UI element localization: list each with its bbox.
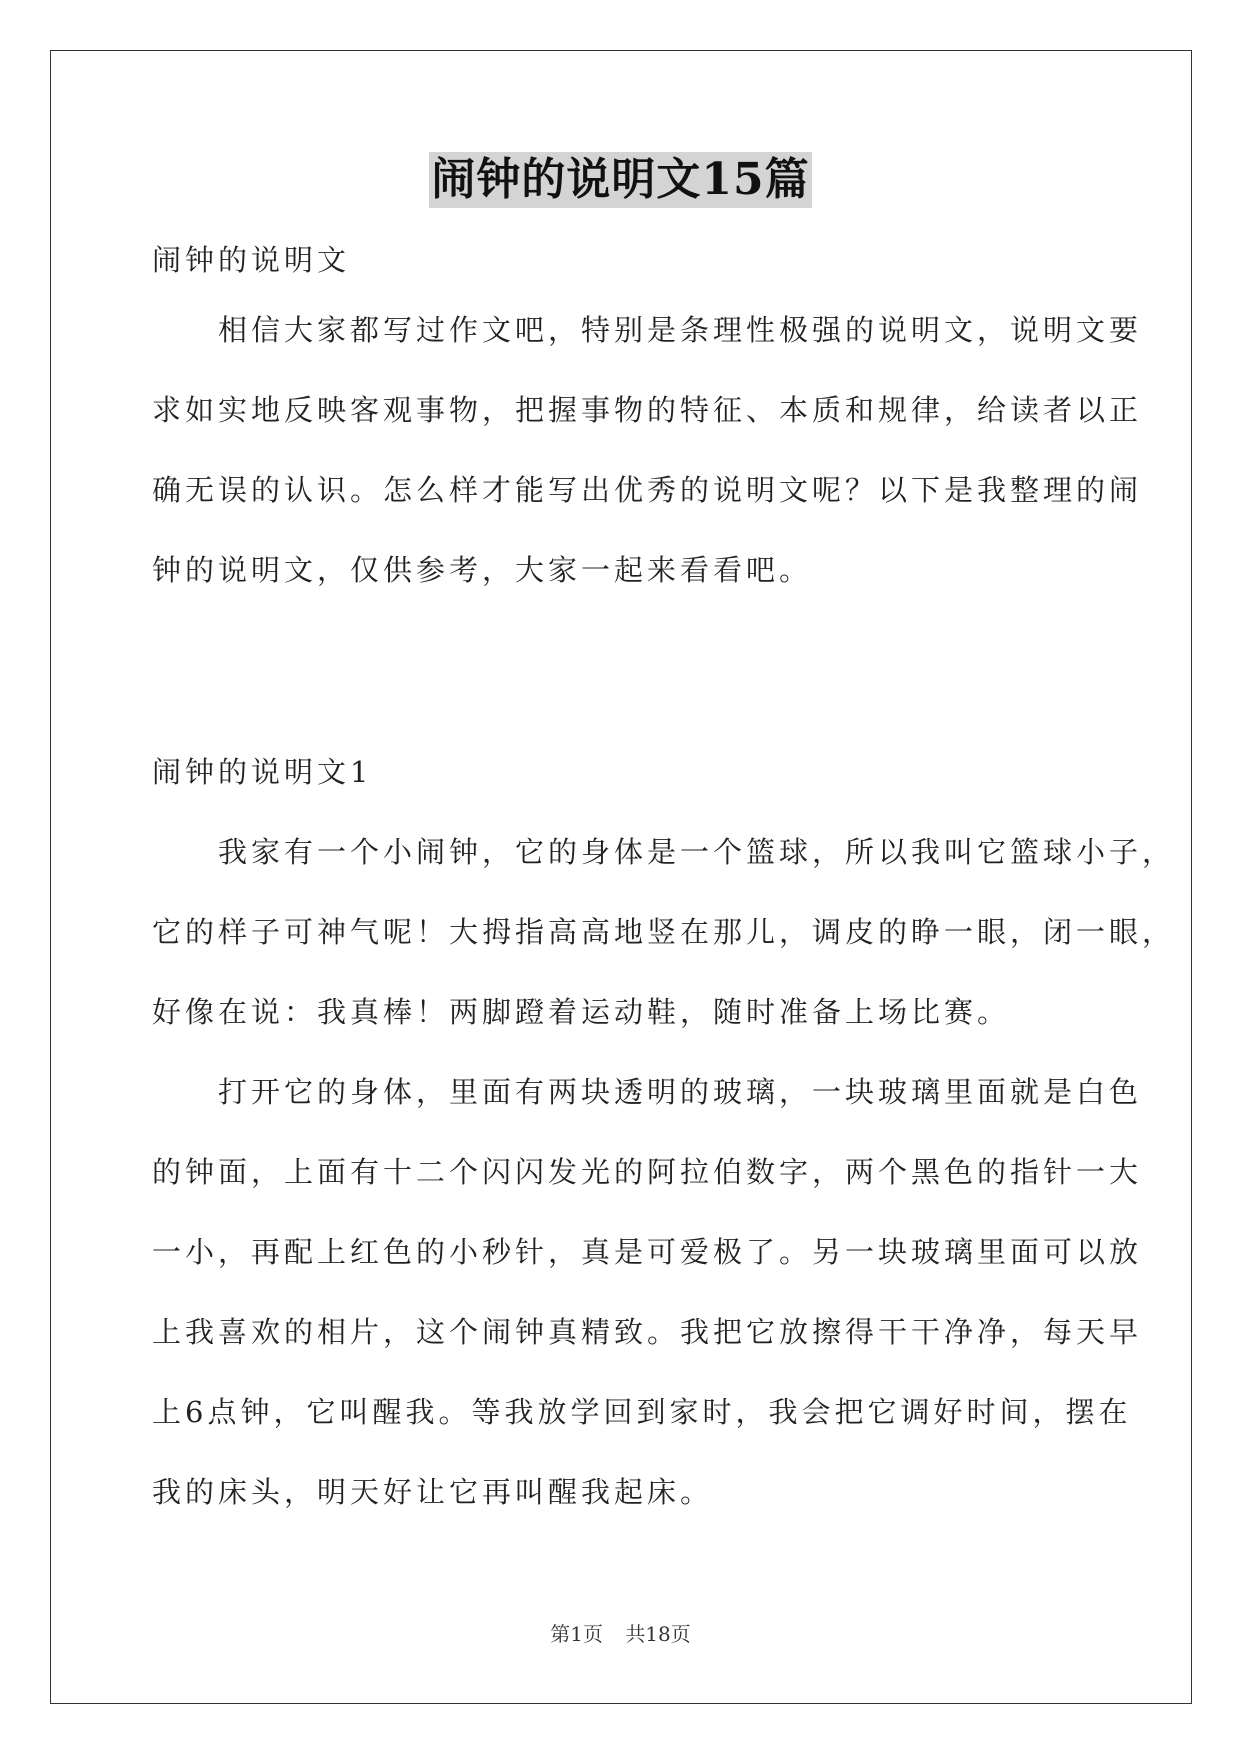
document-title: 闹钟的说明文15篇	[429, 152, 811, 208]
section1-p2-line-4: 上我喜欢的相片，这个闹钟真精致。我把它放擦得干干净净，每天早	[152, 1315, 1143, 1349]
page-footer	[0, 1618, 1241, 1647]
section1-p2-line-2: 的钟面，上面有十二个闪闪发光的阿拉伯数字，两个黑色的指针一大	[152, 1155, 1143, 1189]
title-container	[0, 152, 1241, 208]
intro-line-2: 求如实地反映客观事物，把握事物的特征、本质和规律，给读者以正	[152, 393, 1143, 427]
section1-heading: 闹钟的说明文1	[152, 755, 373, 789]
page-number-current: 第1页	[550, 1622, 603, 1646]
section1-p2-line-6: 我的床头，明天好让它再叫醒我起床。	[152, 1475, 714, 1509]
intro-line-1: 相信大家都写过作文吧，特别是条理性极强的说明文，说明文要	[152, 313, 1143, 347]
section1-p1-line-2: 它的样子可神气呢！大拇指高高地竖在那儿，调皮的睁一眼，闭一眼，	[152, 915, 1176, 949]
section1-p2-line-3: 一小，再配上红色的小秒针，真是可爱极了。另一块玻璃里面可以放	[152, 1235, 1143, 1269]
section1-p2-line-1: 打开它的身体，里面有两块透明的玻璃，一块玻璃里面就是白色	[152, 1075, 1143, 1109]
section1-p2-line-5: 上6点钟，它叫醒我。等我放学回到家时，我会把它调好时间，摆在	[152, 1395, 1132, 1429]
page-number-total: 共18页	[625, 1622, 691, 1646]
intro-heading: 闹钟的说明文	[152, 243, 351, 277]
section1-p1-line-1: 我家有一个小闹钟，它的身体是一个篮球，所以我叫它篮球小子，	[152, 835, 1176, 869]
section1-p1-line-3: 好像在说：我真棒！两脚蹬着运动鞋，随时准备上场比赛。	[152, 995, 1011, 1029]
intro-line-3: 确无误的认识。怎么样才能写出优秀的说明文呢？以下是我整理的闹	[152, 473, 1143, 507]
intro-line-4: 钟的说明文，仅供参考，大家一起来看看吧。	[152, 553, 813, 587]
